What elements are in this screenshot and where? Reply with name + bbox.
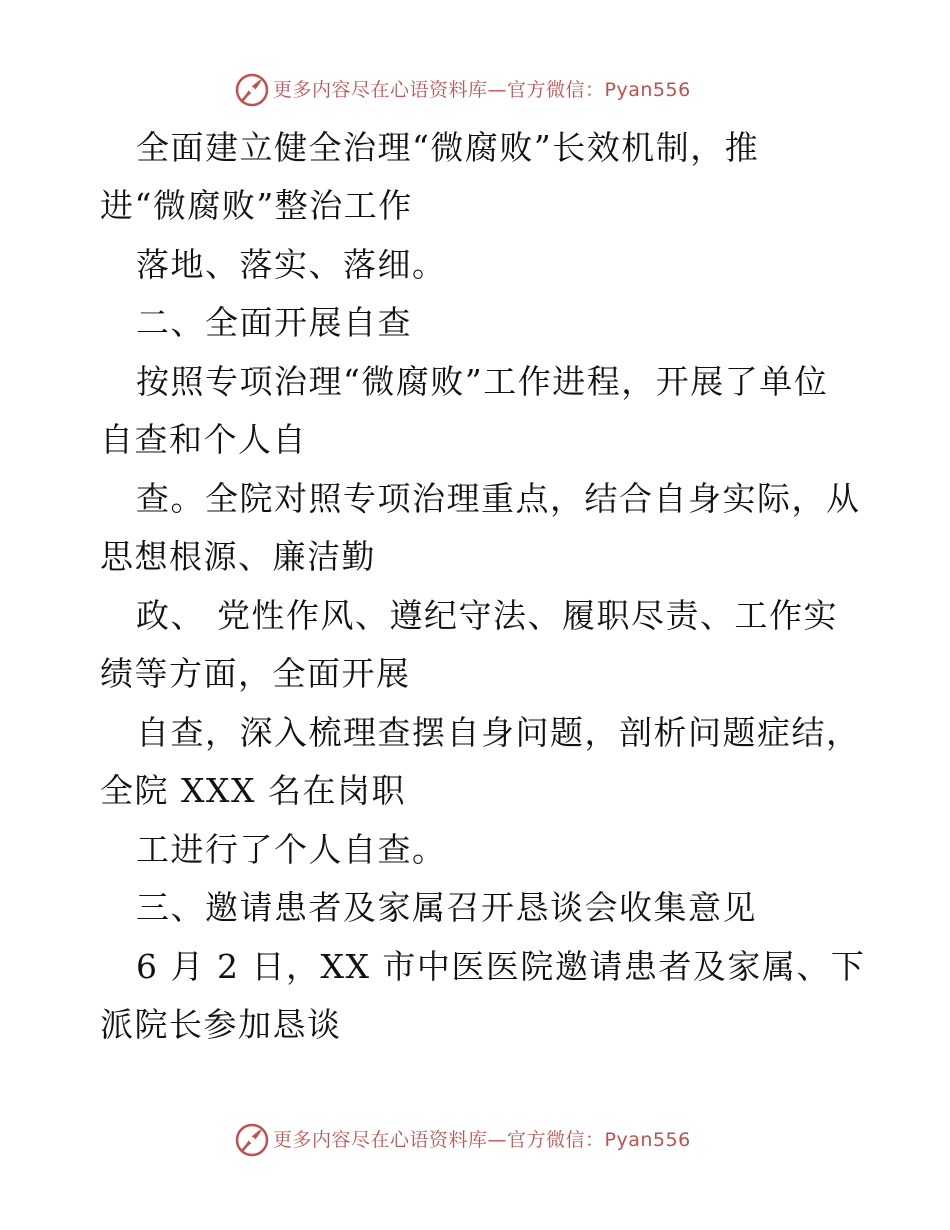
text-line-11: 自查，深入梳理查摆自身问题，剖析问题症结， (136, 713, 861, 752)
watermark-text-bottom: 更多内容尽在心语资料库—官方微信：Pyan556 (273, 1129, 691, 1151)
text-line-2: 进“微腐败”整治工作 (100, 186, 413, 225)
watermark-banner-bottom (0, 1122, 950, 1162)
text-line-6: 自查和个人自 (100, 420, 307, 459)
feather-pen-logo-icon (234, 72, 270, 108)
text-line-8: 思想根源、廉洁勤 (100, 537, 376, 576)
text-line-12: 全院 XXX 名在岗职 (100, 771, 406, 810)
text-line-13: 工进行了个人自查。 (136, 830, 447, 869)
section-heading-3: 三、邀请患者及家属召开恳谈会收集意见 (136, 888, 757, 927)
text-line-15: 6 月 2 日，XX 市中医医院邀请患者及家属、下 (136, 947, 866, 986)
watermark-text-top: 更多内容尽在心语资料库—官方微信：Pyan556 (273, 79, 691, 101)
feather-pen-logo-icon (234, 1122, 270, 1158)
text-line-16: 派院长参加恳谈 (100, 1005, 342, 1044)
text-line-9: 政、 党性作风、遵纪守法、履职尽责、工作实 (136, 596, 838, 635)
text-line-10: 绩等方面，全面开展 (100, 654, 411, 693)
text-line-7: 查。全院对照专项治理重点，结合自身实际，从 (136, 479, 861, 518)
section-heading-2: 二、全面开展自查 (136, 303, 412, 342)
watermark-banner-top (0, 72, 950, 112)
text-line-5: 按照专项治理“微腐败”工作进程，开展了单位 (136, 362, 829, 401)
text-line-3: 落地、落实、落细。 (136, 245, 447, 284)
text-line-1: 全面建立健全治理“微腐败”长效机制，推 (136, 128, 760, 167)
